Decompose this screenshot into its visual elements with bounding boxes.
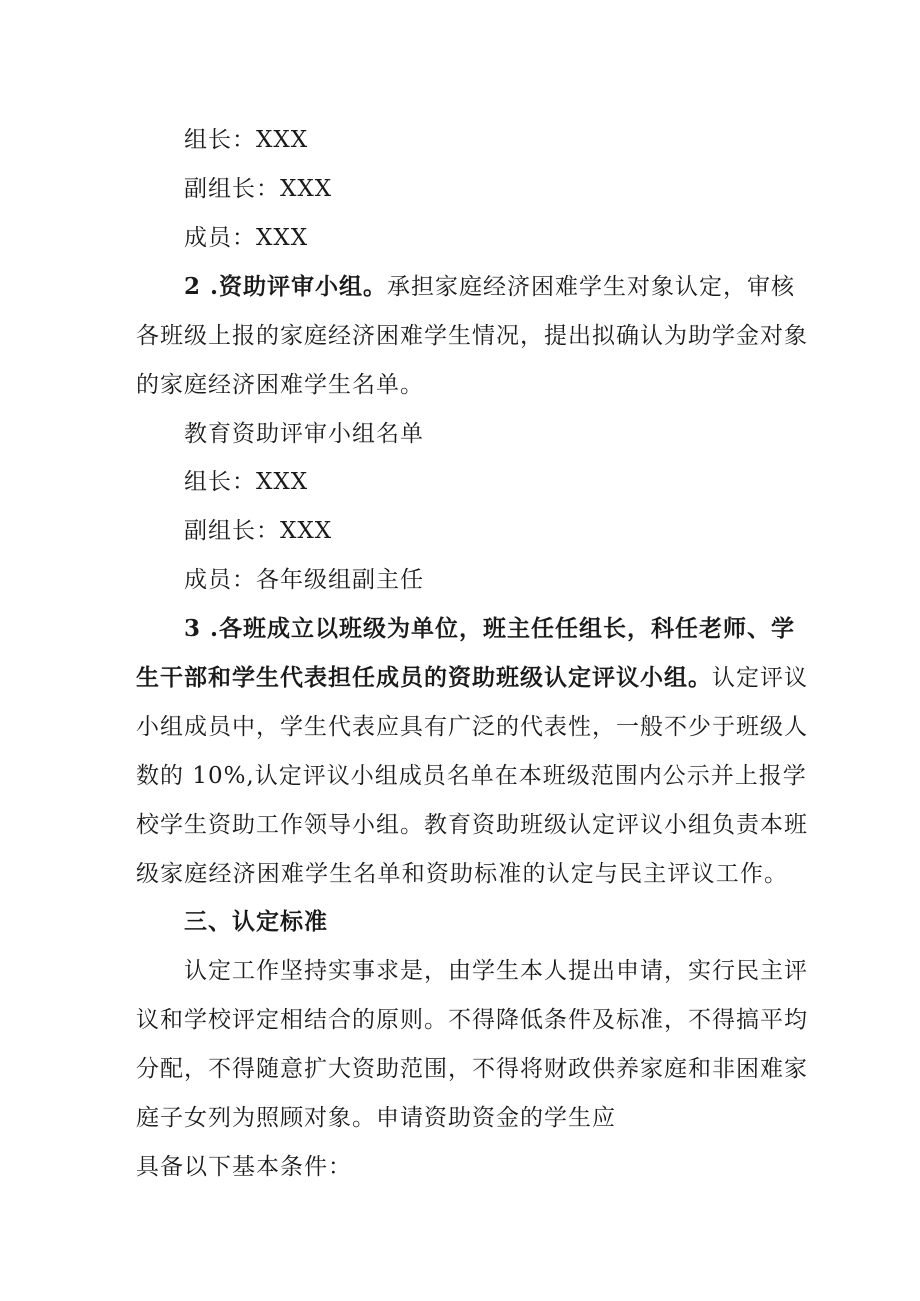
item2-text-3: 的家庭经济困难学生名单。 — [136, 372, 424, 398]
section3-text-2: 议和学校评定相结合的原则。不得降低条件及标准，不得搞平均 — [136, 1007, 808, 1033]
section3-heading: 三、认定标准 — [184, 908, 328, 935]
review-group-leader: 组长：XXX — [184, 469, 309, 495]
item2-text-1: 承担家庭经济困难学生对象认定，审核 — [387, 274, 796, 300]
leader-group-vice-leader: 副组长：XXX — [184, 176, 333, 202]
leader-group-members: 成员：XXX — [184, 225, 309, 251]
item3-text-6: 级家庭经济困难学生名单和资助标准的认定与民主评议工作。 — [136, 861, 788, 887]
item3-bold-line-2: 生干部和学生代表担任成员的资助班级认定评议小组。 — [136, 664, 712, 691]
review-list-title: 教育资助评审小组名单 — [184, 421, 424, 447]
item3-text-4: 数的 10%,认定评议小组成员名单在本班级范围内公示并上报学 — [136, 763, 807, 789]
section3-text-3: 分配，不得随意扩大资助范围，不得将财政供养家庭和非困难家 — [136, 1056, 808, 1082]
item3-line-2 — [136, 663, 808, 693]
leader-group-leader: 组长：XXX — [184, 127, 309, 153]
item3-bold-line-1: 3 .各班成立以班级为单位，班主任任组长，科任老师、学 — [184, 615, 796, 642]
item3-text-2: 认定评议 — [712, 665, 808, 691]
section3-text-5: 具备以下基本条件： — [136, 1154, 352, 1180]
item2-heading: 2 .资助评审小组。 — [184, 273, 388, 300]
item3-text-3: 小组成员中，学生代表应具有广泛的代表性，一般不少于班级人 — [136, 714, 808, 740]
item2-line-1 — [184, 272, 796, 302]
review-group-members: 成员：各年级组副主任 — [184, 567, 424, 593]
section3-text-1: 认定工作坚持实事求是，由学生本人提出申请，实行民主评 — [184, 958, 808, 984]
item2-text-2: 各班级上报的家庭经济困难学生情况，提出拟确认为助学金对象 — [136, 323, 808, 349]
section3-text-4: 庭子女列为照顾对象。申请资助资金的学生应 — [136, 1105, 616, 1131]
item3-text-5: 校学生资助工作领导小组。教育资助班级认定评议小组负责本班 — [136, 812, 808, 838]
review-group-vice-leader: 副组长：XXX — [184, 518, 333, 544]
